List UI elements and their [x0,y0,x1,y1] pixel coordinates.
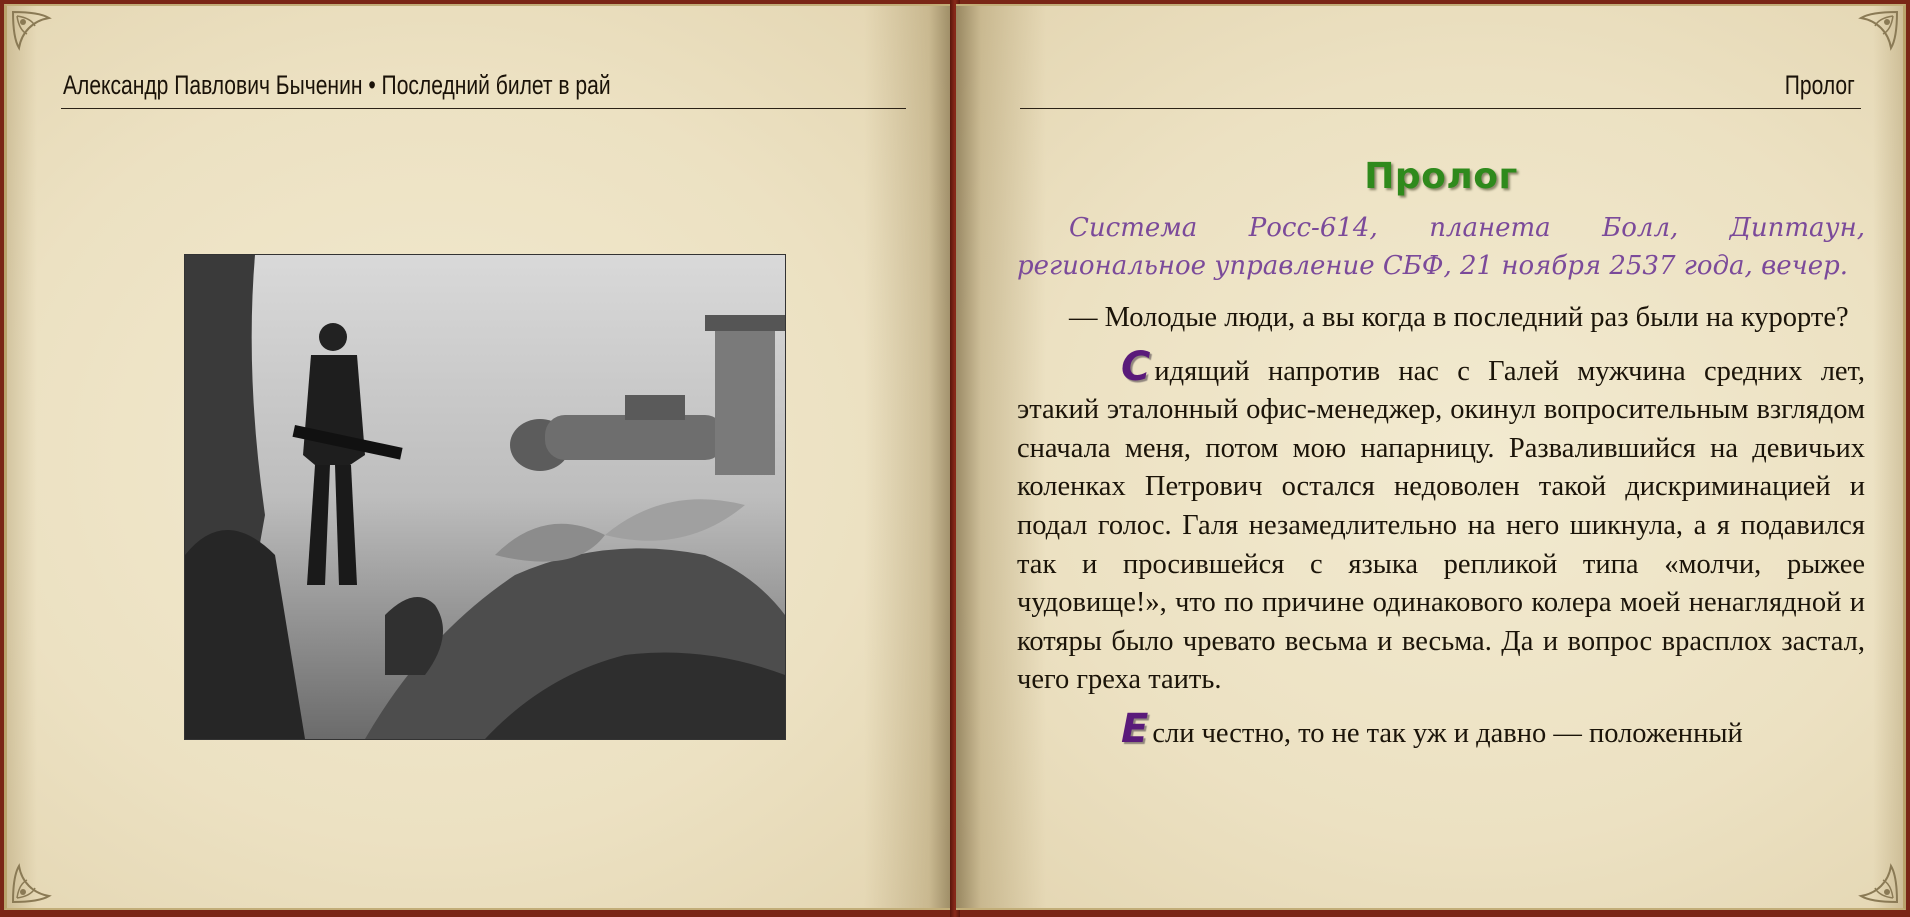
drop-cap: Е [1121,705,1149,752]
corner-ornament-icon [1839,8,1901,70]
paragraph [1017,705,1865,754]
book-title: Последний билет в рай [381,70,611,100]
chapter-text [1017,156,1865,768]
paragraph [1017,299,1865,338]
right-page[interactable] [956,4,1906,910]
running-head-left [63,70,611,101]
corner-ornament-icon [1839,844,1901,906]
header-rule [61,108,906,109]
chapter-epigraph: Система Росс-614, планета Болл, Диптаун, региональное управление СБФ, 21 ноября 2537 года, вечер. [1017,213,1865,281]
paragraph [1017,343,1865,700]
header-rule [1020,108,1861,109]
chapter-title: Пролог [1364,156,1518,197]
corner-ornament-icon [9,844,71,906]
running-head-right: Пролог [1784,70,1855,100]
author-name: Александр Павлович Быченин [63,70,363,100]
header-separator: • [368,70,376,100]
left-page[interactable] [4,4,954,910]
corner-ornament-icon [9,8,71,70]
book-illustration-image [184,254,786,740]
paragraph-text: сли честно, то не так уж и давно — положенный [1152,717,1743,749]
paragraph-text: — Молодые люди, а вы когда в последний раз были на курорте? [1069,302,1849,333]
paragraph-text: идящий напротив нас с Галей мужчина средних лет, этакий эталонный офис-менеджер, окинул вопросительным взглядом сначала меня, потом мою напарницу. Развалившийся на девичьих коленках Петрович остался недоволен такой дискриминацией и подал голос. Галя незамедлительно на него шикнула, а я подавился так и просившейся с языка репликой типа «молчи, рыжее чудовище!», что по причине одинакового колера моей ненаглядной и котяры было чревато весьма и весьма. Да и вопрос врасплох застал, чего греха таить. [1017,355,1865,696]
drop-cap: С [1121,343,1151,390]
